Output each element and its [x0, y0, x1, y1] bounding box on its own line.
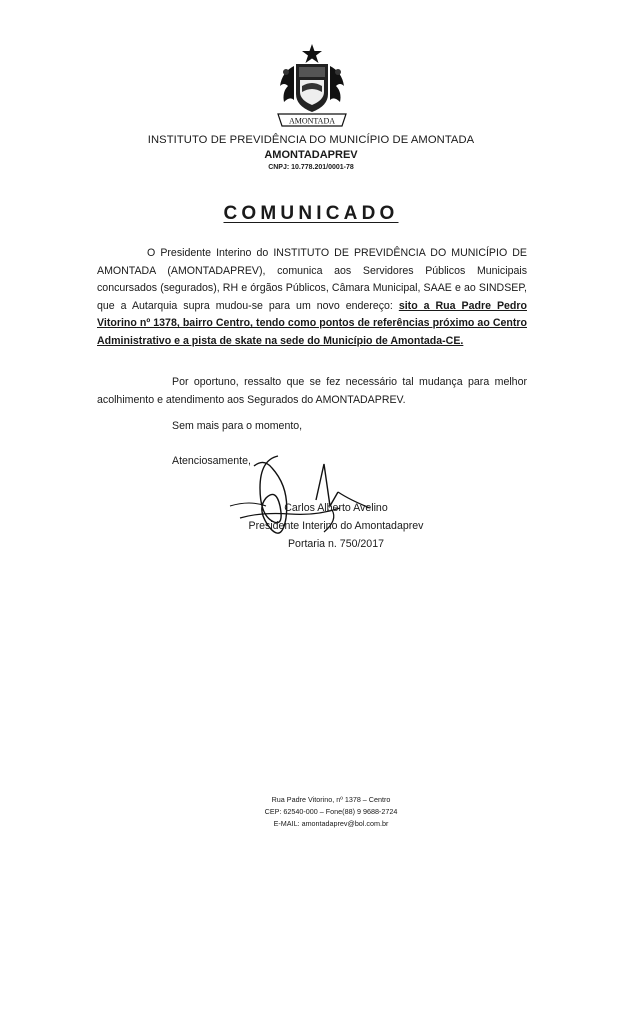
document-title	[0, 203, 622, 225]
municipal-crest-logo	[268, 42, 356, 132]
signatory-role: Presidente Interino do Amontadaprev	[248, 520, 424, 532]
salutation: Atenciosamente,	[172, 455, 251, 467]
cnpj-number: CNPJ: 10.778.201/0001-78	[268, 164, 354, 171]
footer-cep-phone: CEP: 62540-000 – Fone(88) 9 9688-2724	[264, 807, 398, 816]
footer-address: Rua Padre Vitorino, nº 1378 – Centro	[271, 795, 391, 804]
signatory-name: Carlos Alberto Avelino	[284, 502, 388, 514]
signatory-portaria: Portaria n. 750/2017	[287, 538, 384, 550]
new-address-highlight: sito a Rua Padre Pedro Vitorino nº 1378, bairro Centro, tendo como pontos de referências próximo ao Centro Administrativo e a pista de skate na sede do Município de Amontada-CE.	[97, 299, 527, 347]
closing-line: Sem mais para o momento,	[172, 420, 303, 432]
body-paragraph-2-text: Por oportuno, ressalto que se fez necessário tal mudança para melhor acolhimento e atendimento aos Segurados do AMONTADAPREV.	[97, 376, 527, 406]
crest-label: AMONTADA	[288, 116, 336, 126]
footer-email: E-MAIL: amontadaprev@bol.com.br	[273, 819, 389, 828]
body-paragraph-2	[97, 374, 527, 409]
institution-acronym: AMONTADAPREV	[264, 149, 358, 161]
body-paragraph-1-text: O Presidente Interino do INSTITUTO DE PREVIDÊNCIA DO MUNICÍPIO DE AMONTADA (AMONTADAPREV), comunica aos Servidores Públicos Municipais concursados (segurados), RH e órgãos Públicos, Câmara Municipal, SAAE e ao SINDSEP, que a Autarquia supra mudou-se para um novo endereço:	[97, 247, 527, 312]
document-title-text: COMUNICADO	[223, 203, 399, 224]
body-paragraph-1	[97, 245, 527, 351]
institution-name: INSTITUTO DE PREVIDÊNCIA DO MUNICÍPIO DE AMONTADA	[147, 134, 475, 146]
